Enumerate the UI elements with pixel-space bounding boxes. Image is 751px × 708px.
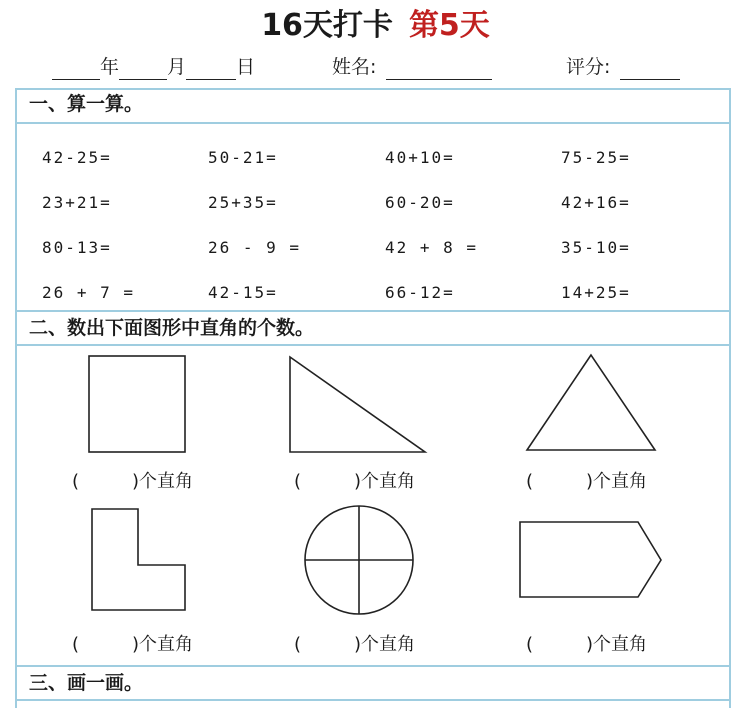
right-angle-answer[interactable]	[294, 630, 415, 656]
date-field[interactable]	[52, 54, 255, 80]
answer-close-label: )个直角	[354, 471, 416, 492]
equation-item: 25+35=	[208, 193, 278, 212]
equation-item: 23+21=	[42, 193, 112, 212]
answer-open-paren: (	[526, 634, 534, 655]
equation-item: 14+25=	[561, 283, 631, 302]
day-label: 日	[236, 56, 256, 78]
equation-item: 42-15=	[208, 283, 278, 302]
score-blank[interactable]	[620, 59, 680, 80]
title-main: 16天打卡	[261, 8, 393, 43]
equation-item: 26 + 7 =	[42, 283, 136, 302]
answer-close-label: )个直角	[132, 634, 194, 655]
equation-item: 75-25=	[561, 148, 631, 167]
equation-item: 80-13=	[42, 238, 112, 257]
equation-item: 42+16=	[561, 193, 631, 212]
answer-open-paren: (	[72, 471, 80, 492]
right-triangle-shape	[288, 355, 428, 455]
title-day: 第5天	[408, 8, 490, 43]
answer-close-label: )个直角	[586, 471, 648, 492]
year-blank[interactable]	[52, 59, 100, 80]
equation-item: 42 + 8 =	[385, 238, 479, 257]
name-label: 姓名:	[332, 56, 377, 78]
l-shape	[90, 507, 188, 613]
month-label: 月	[167, 56, 187, 78]
month-blank[interactable]	[119, 59, 167, 80]
day-blank[interactable]	[186, 59, 236, 80]
answer-open-paren: (	[294, 634, 302, 655]
name-blank[interactable]	[386, 59, 492, 80]
right-angle-answer[interactable]	[526, 630, 647, 656]
section1-heading: 一、算一算。	[15, 88, 731, 124]
answer-open-paren: (	[526, 471, 534, 492]
info-line	[0, 54, 751, 80]
equation-item: 60-20=	[385, 193, 455, 212]
equation-item: 66-12=	[385, 283, 455, 302]
section3-heading: 三、画一画。	[15, 665, 731, 701]
right-angle-answer[interactable]	[72, 467, 193, 493]
answer-close-label: )个直角	[132, 471, 194, 492]
page-title	[0, 4, 751, 48]
equation-item: 26 - 9 =	[208, 238, 302, 257]
section2-heading: 二、数出下面图形中直角的个数。	[15, 310, 731, 346]
score-label: 评分:	[566, 56, 611, 78]
answer-close-label: )个直角	[586, 634, 648, 655]
right-angle-answer[interactable]	[294, 467, 415, 493]
equation-item: 40+10=	[385, 148, 455, 167]
pentagon-arrow-shape	[518, 520, 664, 600]
equation-item: 42-25=	[42, 148, 112, 167]
equation-item: 35-10=	[561, 238, 631, 257]
score-field[interactable]	[566, 54, 680, 80]
triangle-shape	[525, 353, 657, 453]
answer-open-paren: (	[72, 634, 80, 655]
answer-close-label: )个直角	[354, 634, 416, 655]
name-field[interactable]	[332, 54, 492, 80]
right-angle-answer[interactable]	[72, 630, 193, 656]
right-angle-answer[interactable]	[526, 467, 647, 493]
year-label: 年	[100, 56, 120, 78]
square-shape	[88, 355, 188, 455]
answer-open-paren: (	[294, 471, 302, 492]
divided-circle-shape	[302, 503, 416, 617]
equation-item: 50-21=	[208, 148, 278, 167]
